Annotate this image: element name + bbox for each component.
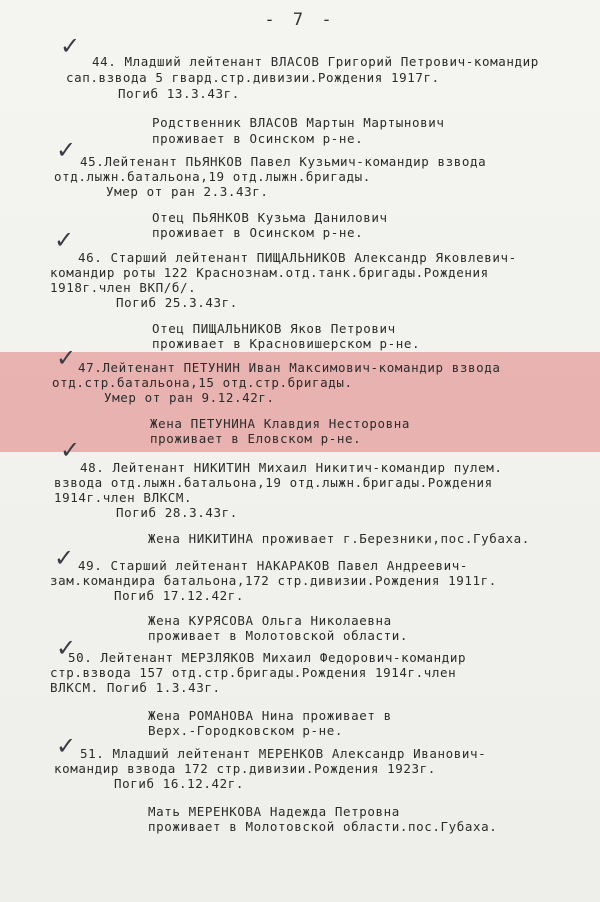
entry-45-line-1: 45.Лейтенант ПЬЯНКОВ Павел Кузьмич-командир взвода — [80, 154, 487, 169]
entry-44-line-4: Родственник ВЛАСОВ Мартын Мартынович — [152, 115, 445, 130]
entry-48-line-1: 48. Лейтенант НИКИТИН Михаил Никитич-командир пулем. — [80, 460, 503, 475]
entry-44-line-2: сап.взвода 5 гвард.стр.дивизии.Рождения 1917г. — [66, 70, 440, 85]
entry-46-line-5: Отец ПИЩАЛЬНИКОВ Яков Петрович — [152, 321, 396, 336]
entry-47-line-5: проживает в Еловском р-не. — [150, 431, 362, 446]
entry-48-line-5: Жена НИКИТИНА проживает г.Березники,пос.Губаха. — [148, 531, 530, 546]
entry-51-line-5: проживает в Молотовской области.пос.Губаха. — [148, 819, 498, 834]
entry-51-line-2: командир взвода 172 стр.дивизии.Рождения 1923г. — [54, 761, 436, 776]
entry-45-line-5: проживает в Осинском р-не. — [152, 225, 364, 240]
entry-46-line-3: 1918г.член ВКП/б/. — [50, 280, 197, 295]
entry-47-line-2: отд.стр.батальона,15 отд.стр.бригады. — [52, 375, 353, 390]
check-mark-icon: ✓ — [60, 436, 81, 464]
entry-44-line-3: Погиб 13.3.43г. — [118, 86, 240, 101]
entry-45-line-3: Умер от ран 2.3.43г. — [106, 184, 269, 199]
check-mark-icon: ✓ — [54, 226, 75, 254]
entry-46-line-1: 46. Старший лейтенант ПИЩАЛЬНИКОВ Александр Яковлевич- — [78, 250, 517, 265]
entry-49-line-4: Жена КУРЯСОВА Ольга Николаевна — [148, 613, 392, 628]
check-mark-icon: ✓ — [60, 32, 81, 60]
entry-48-line-2: взвода отд.лыжн.батальона,19 отд.лыжн.бригады.Рождения — [54, 475, 493, 490]
check-mark-icon: ✓ — [56, 732, 77, 760]
check-mark-icon: ✓ — [56, 344, 77, 372]
entry-50-line-1: 50. Лейтенант МЕРЗЛЯКОВ Михаил Федорович-командир — [68, 650, 467, 665]
page-number: - 7 - — [264, 10, 336, 30]
entry-45-line-2: отд.лыжн.батальона,19 отд.лыжн.бригады. — [54, 169, 371, 184]
check-mark-icon: ✓ — [56, 136, 77, 164]
entry-51-line-4: Мать МЕРЕНКОВА Надежда Петровна — [148, 804, 400, 819]
entry-50-line-2: стр.взвода 157 отд.стр.бригады.Рождения 1914г.член — [50, 665, 457, 680]
entry-47-line-3: Умер от ран 9.12.42г. — [104, 390, 275, 405]
check-mark-icon: ✓ — [56, 634, 77, 662]
entry-44-line-5: проживает в Осинском р-не. — [152, 131, 364, 146]
entry-48-line-3: 1914г.член ВЛКСМ. — [54, 490, 193, 505]
entry-50-line-4: Жена РОМАНОВА Нина проживает в — [148, 708, 392, 723]
entry-46-line-4: Погиб 25.3.43г. — [116, 295, 238, 310]
entry-44-line-1: 44. Младший лейтенант ВЛАСОВ Григорий Петрович-командир — [92, 54, 539, 69]
entry-48-line-4: Погиб 28.3.43г. — [116, 505, 238, 520]
check-mark-icon: ✓ — [54, 544, 75, 572]
entry-51-line-1: 51. Младший лейтенант МЕРЕНКОВ Александр Иванович- — [80, 746, 487, 761]
entry-47-line-1: 47.Лейтенант ПЕТУНИН Иван Максимович-командир взвода — [78, 360, 501, 375]
entry-45-line-4: Отец ПЬЯНКОВ Кузьма Данилович — [152, 210, 388, 225]
entry-46-line-6: проживает в Красновишерском р-не. — [152, 336, 421, 351]
entry-49-line-3: Погиб 17.12.42г. — [114, 588, 245, 603]
entry-51-line-3: Погиб 16.12.42г. — [114, 776, 245, 791]
entry-49-line-2: зам.командира батальона,172 стр.дивизии.Рождения 1911г. — [50, 573, 497, 588]
entry-49-line-5: проживает в Молотовской области. — [148, 628, 409, 643]
entry-46-line-2: командир роты 122 Краснознам.отд.танк.бригады.Рождения — [50, 265, 489, 280]
entry-49-line-1: 49. Старший лейтенант НАКАРАКОВ Павел Андреевич- — [78, 558, 469, 573]
entry-50-line-5: Верх.-Городковском р-не. — [148, 723, 344, 738]
entry-47-line-4: Жена ПЕТУНИНА Клавдия Несторовна — [150, 416, 411, 431]
entry-50-line-3: ВЛКСМ. Погиб 1.3.43г. — [50, 680, 221, 695]
